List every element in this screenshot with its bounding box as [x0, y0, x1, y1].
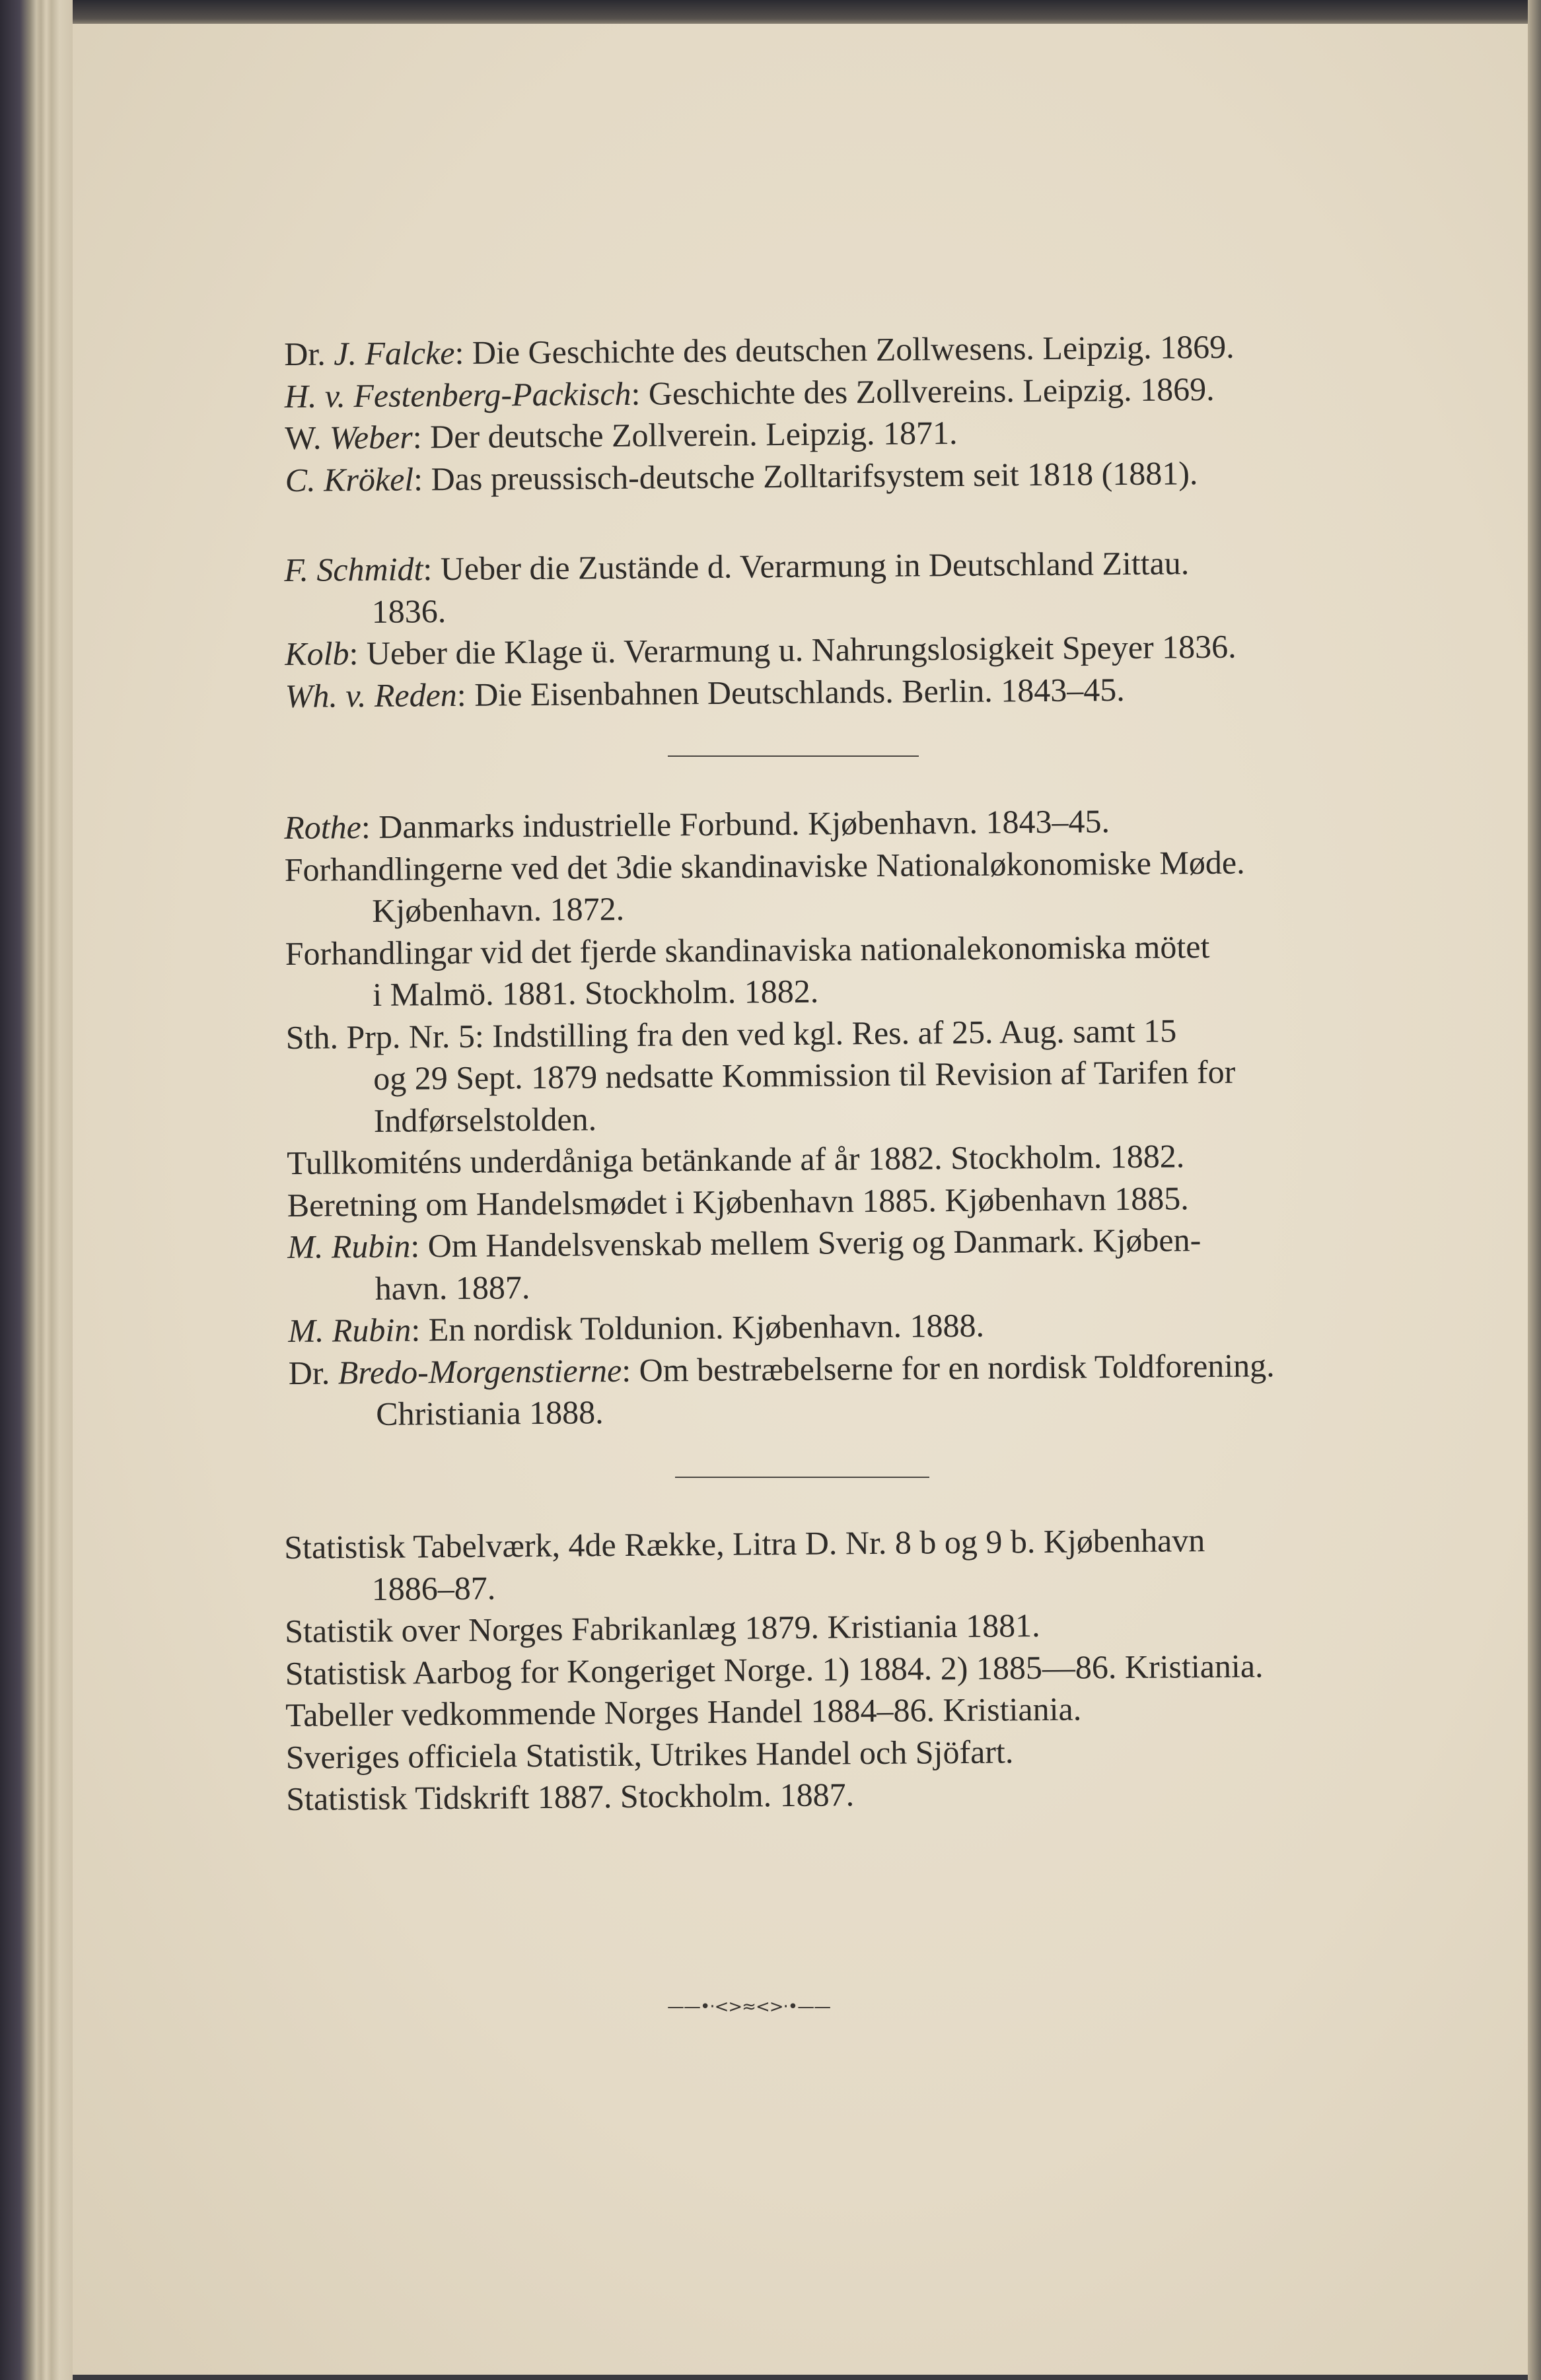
bibliography-entry — [284, 799, 1270, 849]
entry-continuation: havn. 1887. — [375, 1268, 530, 1307]
entry-prefix: Dr. — [288, 1353, 338, 1391]
bibliography-entry — [285, 1645, 1263, 1695]
bibliography-entry — [284, 368, 1235, 417]
entry-text: : Ueber die Zustände d. Verarmung in Deutschland Zittau. — [423, 544, 1190, 588]
bibliography-section-scandinavian — [284, 799, 1275, 1436]
entry-text: Statistisk Tidskrift 1887. Stockholm. 1887. — [286, 1776, 855, 1817]
entry-text: Tullkomiténs underdåniga betänkande af år 1882. Stockholm. 1882. — [287, 1137, 1185, 1181]
entry-author: Bredo-Morgenstierne — [338, 1351, 622, 1391]
bibliography-entry — [288, 1345, 1274, 1394]
bibliography-entry — [285, 452, 1235, 501]
entry-text: : Die Geschichte des deutschen Zollwesens. Leipzig. 1869. — [454, 328, 1235, 371]
entry-text: Statistisk Tabelværk, 4de Række, Litra D. Nr. 8 b og 9 b. Kjøbenhavn — [284, 1522, 1205, 1566]
bibliography-section-statistics — [284, 1519, 1264, 1820]
entry-text: : Om Handelsvenskab mellem Sverig og Danmark. Kjøben- — [410, 1221, 1201, 1265]
bibliography-entry — [285, 410, 1235, 460]
bibliography-section-german-economy — [284, 542, 1236, 717]
entry-continuation: og 29 Sept. 1879 nedsatte Kommission til Revision af Tarifen for — [373, 1053, 1236, 1097]
entry-continuation: Indførselstolden. — [373, 1100, 597, 1139]
bibliography-entry — [284, 326, 1235, 376]
bibliography-entry — [286, 1770, 1264, 1820]
bibliography-entry — [284, 542, 1236, 592]
entry-author: Weber — [329, 418, 413, 456]
bibliography-entry — [285, 1729, 1264, 1778]
entry-text: Forhandlingar vid det fjerde skandinaviska nationalekonomiska mötet — [285, 927, 1210, 972]
entry-prefix: Dr. — [284, 335, 334, 372]
entry-author: H. v. Festenberg-Packisch — [284, 374, 631, 415]
section-divider — [668, 755, 919, 757]
entry-continuation: Christiania 1888. — [376, 1393, 604, 1432]
entry-author: F. Schmidt — [284, 550, 423, 588]
bibliography-section-german-customs — [284, 326, 1235, 501]
end-ornament: ——•·<>≈<>·•—— — [667, 1997, 831, 2017]
entry-text: Forhandlingerne ved det 3die skandinaviske Nationaløkonomiske Møde. — [284, 843, 1245, 888]
entry-text: : Danmarks industrielle Forbund. Kjøbenhavn. 1843–45. — [361, 802, 1110, 846]
entry-text: : En nordisk Toldunion. Kjøbenhavn. 1888. — [411, 1306, 985, 1348]
entry-author: Rothe — [284, 808, 362, 846]
bibliography-entry — [284, 841, 1270, 891]
bibliography-entry — [284, 1519, 1262, 1568]
entry-continuation: Kjøbenhavn. 1872. — [372, 890, 625, 929]
entry-continuation: i Malmö. 1881. Stockholm. 1882. — [373, 972, 819, 1013]
scan-right-edge — [1528, 0, 1541, 2380]
entry-text: Sth. Prp. Nr. 5: Indstilling fra den ved kgl. Res. af 25. Aug. samt 15 — [285, 1011, 1177, 1056]
section-divider — [675, 1477, 929, 1478]
entry-text: Statistisk Aarbog for Kongeriget Norge. 1) 1884. 2) 1885—86. Kristiania. — [285, 1646, 1264, 1692]
entry-continuation: 1836. — [371, 592, 447, 630]
entry-author: M. Rubin — [287, 1227, 411, 1265]
entry-text: : Das preussisch-deutsche Zolltarifsystem seit 1818 (1881). — [413, 454, 1198, 497]
entry-author: M. Rubin — [288, 1311, 412, 1349]
entry-text: : Ueber die Klage ü. Verarmung u. Nahrungslosigkeit Speyer 1836. — [349, 627, 1236, 672]
entry-text: : Der deutsche Zollverein. Leipzig. 1871. — [412, 413, 958, 456]
bibliography-entry — [285, 1603, 1263, 1652]
bibliography-entry — [285, 1009, 1272, 1059]
bibliography-entry — [285, 1687, 1264, 1736]
entry-prefix: W. — [285, 419, 330, 456]
bibliography-entry — [288, 1302, 1274, 1352]
entry-text: : Die Eisenbahnen Deutschlands. Berlin. 1843–45. — [456, 670, 1125, 713]
book-binding-edge — [0, 0, 73, 2380]
entry-text: Beretning om Handelsmødet i Kjøbenhavn 1885. Kjøbenhavn 1885. — [287, 1179, 1189, 1224]
entry-text: : Geschichte des Zollvereins. Leipzig. 1869. — [631, 370, 1215, 412]
entry-author: Wh. v. Reden — [285, 676, 458, 715]
entry-author: J. Falcke — [334, 333, 455, 372]
entry-author: C. Krökel — [285, 460, 414, 499]
entry-continuation: 1886–87. — [371, 1568, 496, 1607]
entry-author: Kolb — [285, 635, 349, 672]
bibliography-entry — [285, 668, 1236, 717]
bibliography-entry — [285, 925, 1271, 975]
bibliography-entry — [287, 1218, 1273, 1268]
bibliography-entry — [285, 626, 1236, 676]
entry-text: Statistik over Norges Fabrikanlæg 1879. Kristiania 1881. — [285, 1607, 1040, 1650]
entry-text: Tabeller vedkommende Norges Handel 1884–86. Kristiania. — [285, 1690, 1082, 1733]
scan-top-edge — [0, 0, 1541, 26]
entry-text: : Om bestræbelserne for en nordisk Toldforening. — [622, 1346, 1275, 1389]
entry-text: Sveriges officiela Statistik, Utrikes Handel och Sjöfart. — [285, 1732, 1014, 1776]
bibliography-entry — [287, 1177, 1273, 1226]
bibliography-entry — [287, 1135, 1273, 1184]
